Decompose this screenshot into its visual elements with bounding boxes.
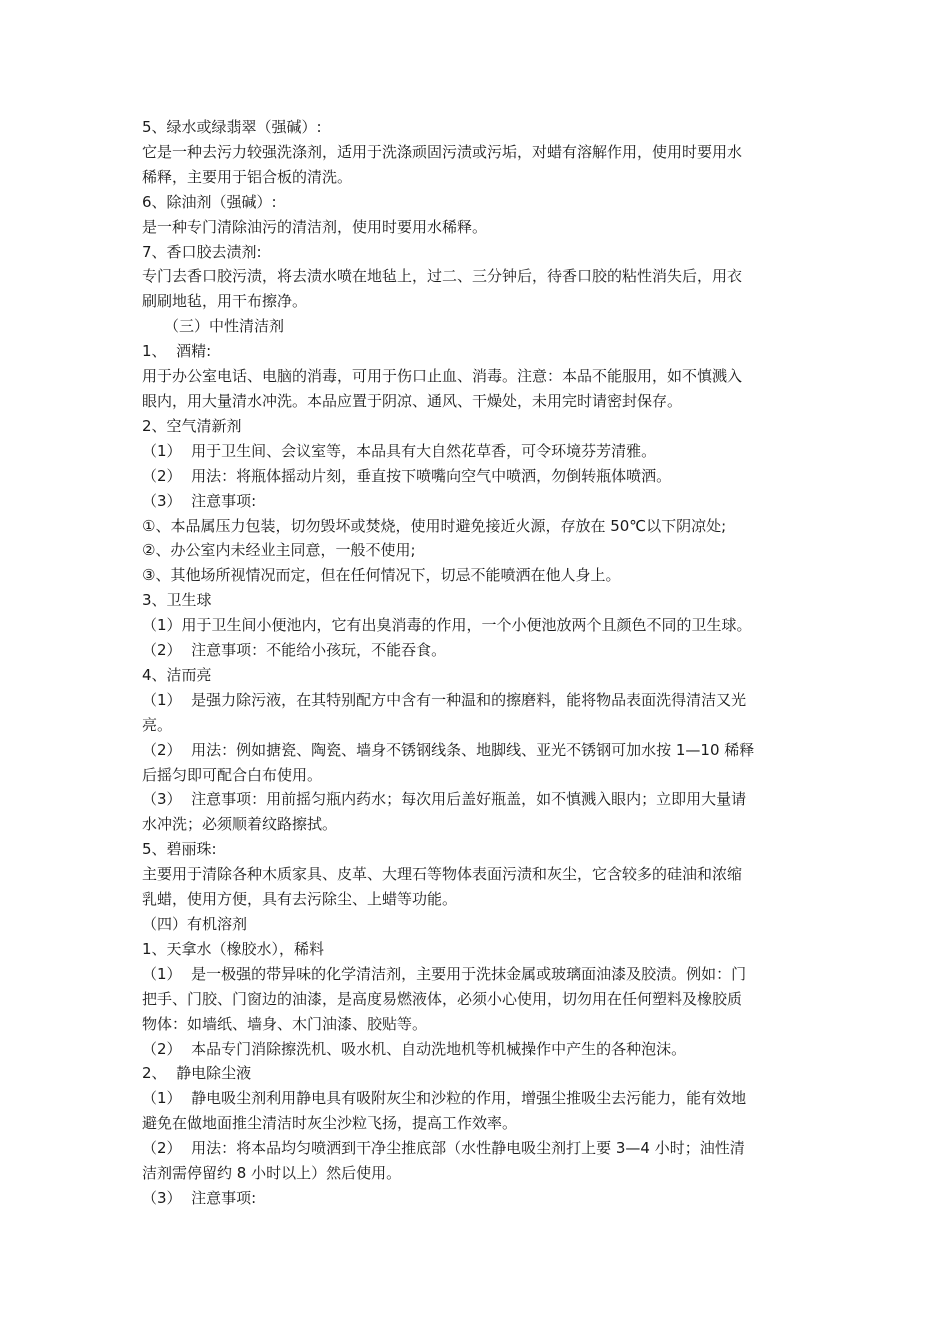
paragraph-line: 避免在做地面推尘清洁时灰尘沙粒飞扬，提高工作效率。 xyxy=(142,1114,518,1133)
section-heading: 4、洁而亮 xyxy=(142,665,212,684)
list-item: ②、办公室内未经业主同意，一般不使用; xyxy=(142,541,416,560)
list-item: （1） 静电吸尘剂利用静电具有吸附灰尘和沙粒的作用，增强尘推吸尘去污能力，能有效地 xyxy=(142,1089,747,1108)
list-item: ③、其他场所视情况而定，但在任何情况下，切忌不能喷洒在他人身上。 xyxy=(142,566,621,585)
paragraph-line: 洁剂需停留约 8 小时以上）然后使用。 xyxy=(142,1164,402,1183)
list-item: （3） 注意事项：用前摇匀瓶内药水；每次用后盖好瓶盖，如不慎溅入眼内；立即用大量请 xyxy=(142,790,747,809)
list-item: （2） 用法：将本品均匀喷洒到干净尘推底部（水性静电吸尘剂打上要 3—4 小时；油性清 xyxy=(142,1139,745,1158)
chapter-heading: （四）有机溶剂 xyxy=(142,915,248,933)
paragraph-line: 它是一种去污力较强洗涤剂，适用于洗涤顽固污渍或污垢，对蜡有溶解作用，使用时要用水 xyxy=(142,142,743,161)
chapter-heading: （三）中性清洁剂 xyxy=(164,317,285,336)
section-heading: 7、香口胶去渍剂: xyxy=(142,242,262,261)
list-item: （3） 注意事项: xyxy=(142,1188,257,1207)
list-item: （2） 本品专门消除擦洗机、吸水机、自动洗地机等机械操作中产生的各种泡沫。 xyxy=(142,1039,687,1058)
paragraph-line: 眼内，用大量清水冲洗。本品应置于阴凉、通风、干燥处，未用完时请密封保存。 xyxy=(142,391,683,410)
paragraph-line: 物体：如墙纸、墙身、木门油漆、胶贴等。 xyxy=(142,1014,428,1033)
list-item: （2） 用法：将瓶体摇动片刻，垂直按下喷嘴向空气中喷洒，勿倒转瓶体喷洒。 xyxy=(142,466,672,485)
section-heading: 2、空气清新剂 xyxy=(142,416,242,435)
section-heading: 5、碧丽珠: xyxy=(142,840,217,859)
paragraph-line: 后摇匀即可配合白布使用。 xyxy=(142,765,323,784)
paragraph-line: 用于办公室电话、电脑的消毒，可用于伤口止血、消毒。注意：本品不能服用，如不慎溅入 xyxy=(142,367,743,386)
list-item: （1）用于卫生间小便池内，它有出臭消毒的作用，一个小便池放两个且颜色不同的卫生球。 xyxy=(142,616,752,635)
paragraph-line: 把手、门胶、门窗边的油漆，是高度易燃液体，必须小心使用，切勿用在任何塑料及橡胶质 xyxy=(142,989,743,1008)
section-heading: 1、天拿水（橡胶水），稀料 xyxy=(142,939,325,958)
paragraph-line: 是一种专门清除油污的清洁剂，使用时要用水稀释。 xyxy=(142,217,488,236)
document-body xyxy=(142,115,810,1211)
list-item: （2） 注意事项：不能给小孩玩，不能吞食。 xyxy=(142,641,447,660)
list-item: （1） 用于卫生间、会议室等，本品具有大自然花草香，可令环境芬芳清雅。 xyxy=(142,441,657,460)
paragraph-line: 主要用于清除各种木质家具、皮革、大理石等物体表面污渍和灰尘，它含较多的硅油和浓缩 xyxy=(142,865,743,884)
section-heading: 2、 静电除尘液 xyxy=(142,1064,252,1083)
paragraph-line: 专门去香口胶污渍，将去渍水喷在地毡上，过二、三分钟后，待香口胶的粘性消失后，用衣 xyxy=(142,267,743,286)
paragraph-line: 刷刷地毡，用干布擦净。 xyxy=(142,292,308,311)
list-item: （1） 是一极强的带异味的化学清洁剂，主要用于洗抹金属或玻璃面油漆及胶渍。例如：门 xyxy=(142,964,747,983)
section-heading: 1、 酒精: xyxy=(142,342,212,361)
section-heading: 5、绿水或绿翡翠（强碱）: xyxy=(142,118,322,136)
list-item: （2） 用法：例如搪瓷、陶瓷、墙身不锈钢线条、地脚线、亚光不锈钢可加水按 1—10 稀释 xyxy=(142,740,755,759)
section-heading: 6、除油剂（强碱）: xyxy=(142,192,277,211)
list-item: ①、本品属压力包装，切勿毁坏或焚烧，使用时避免接近火源，存放在 50℃以下阴凉处; xyxy=(142,516,727,535)
list-item: （3） 注意事项: xyxy=(142,491,257,510)
section-heading: 3、卫生球 xyxy=(142,591,212,610)
paragraph-line: 亮。 xyxy=(142,715,173,734)
list-item: （1） 是强力除污液，在其特别配方中含有一种温和的擦磨料，能将物品表面洗得清洁又光 xyxy=(142,690,747,709)
paragraph-line: 稀释，主要用于铝合板的清洗。 xyxy=(142,167,353,186)
paragraph-line: 乳蜡，使用方便，具有去污除尘、上蜡等功能。 xyxy=(142,890,458,909)
paragraph-line: 水冲洗；必须顺着纹路擦拭。 xyxy=(142,815,338,834)
